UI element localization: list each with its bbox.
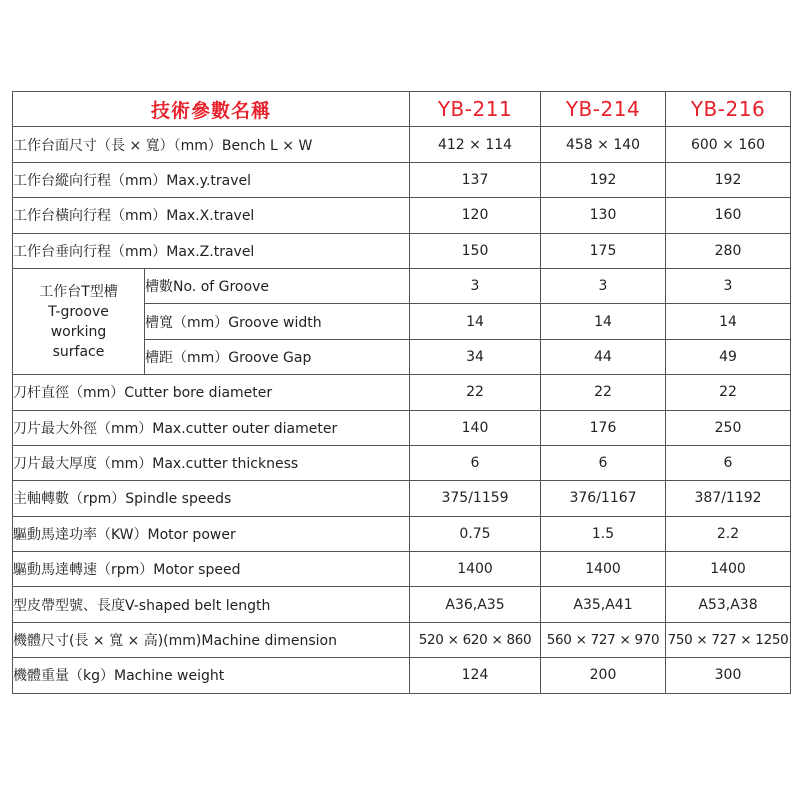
table-row (13, 410, 791, 445)
value-cell: 130 (541, 198, 666, 233)
model-yb211-header: YB-211 (410, 92, 541, 127)
row-label: 機體尺寸(長 × 寬 × 高)(mm)Machine dimension (13, 622, 410, 657)
row-label: 槽寬（mm）Groove width (145, 304, 410, 339)
table-row (13, 516, 791, 551)
value-cell: A36,A35 (410, 587, 541, 622)
table-row (13, 445, 791, 480)
value-cell: 412 × 114 (410, 127, 541, 162)
value-cell: 1400 (541, 552, 666, 587)
value-cell: 3 (410, 268, 541, 303)
model-yb214-header: YB-214 (541, 92, 666, 127)
table-row (13, 622, 791, 657)
model-yb216-header: YB-216 (666, 92, 791, 127)
tgroove-label-line: working (50, 323, 107, 340)
value-cell: 176 (541, 410, 666, 445)
value-cell: 750 × 727 × 1250 (666, 622, 791, 657)
tgroove-label-line: T-groove (48, 303, 109, 320)
value-cell: 2.2 (666, 516, 791, 551)
row-label: 驅動馬達功率（KW）Motor power (13, 516, 410, 551)
value-cell: 140 (410, 410, 541, 445)
tgroove-label-line: 工作台T型槽 (39, 283, 118, 300)
value-cell: 192 (666, 162, 791, 197)
value-cell: 44 (541, 339, 666, 374)
table-row (13, 481, 791, 516)
value-cell: 1.5 (541, 516, 666, 551)
table-row (13, 587, 791, 622)
value-cell: 120 (410, 198, 541, 233)
value-cell: 280 (666, 233, 791, 268)
row-label: 主軸轉數（rpm）Spindle speeds (13, 481, 410, 516)
row-label: 刀片最大外徑（mm）Max.cutter outer diameter (13, 410, 410, 445)
header-row (13, 92, 791, 127)
tgroove-group-label (13, 268, 145, 374)
value-cell: 22 (410, 375, 541, 410)
spec-name-header: 技術參數名稱 (13, 92, 410, 127)
value-cell: 22 (541, 375, 666, 410)
value-cell: 137 (410, 162, 541, 197)
value-cell: 34 (410, 339, 541, 374)
row-label: 刀杆直徑（mm）Cutter bore diameter (13, 375, 410, 410)
table-row (13, 552, 791, 587)
table-row (13, 127, 791, 162)
value-cell: 458 × 140 (541, 127, 666, 162)
value-cell: 600 × 160 (666, 127, 791, 162)
value-cell: 375/1159 (410, 481, 541, 516)
table-row (13, 162, 791, 197)
value-cell: 300 (666, 658, 791, 693)
value-cell: 14 (666, 304, 791, 339)
value-cell: 175 (541, 233, 666, 268)
value-cell: 49 (666, 339, 791, 374)
value-cell: 1400 (410, 552, 541, 587)
row-label: 刀片最大厚度（mm）Max.cutter thickness (13, 445, 410, 480)
table-row (13, 375, 791, 410)
row-label: 工作台面尺寸（長 × 寬）（mm）Bench L × W (13, 127, 410, 162)
value-cell: 560 × 727 × 970 (541, 622, 666, 657)
row-label: 工作台橫向行程（mm）Max.X.travel (13, 198, 410, 233)
table-row (13, 658, 791, 693)
value-cell: 150 (410, 233, 541, 268)
row-label: 工作台垂向行程（mm）Max.Z.travel (13, 233, 410, 268)
row-label: 槽數No. of Groove (145, 268, 410, 303)
row-label: 型皮帶型號、長度V-shaped belt length (13, 587, 410, 622)
value-cell: 22 (666, 375, 791, 410)
table-row (13, 268, 791, 303)
value-cell: 6 (410, 445, 541, 480)
row-label: 工作台縱向行程（mm）Max.y.travel (13, 162, 410, 197)
spec-table (12, 91, 791, 694)
value-cell: 6 (541, 445, 666, 480)
value-cell: 3 (666, 268, 791, 303)
value-cell: 14 (541, 304, 666, 339)
value-cell: 376/1167 (541, 481, 666, 516)
value-cell: 250 (666, 410, 791, 445)
value-cell: 192 (541, 162, 666, 197)
value-cell: A53,A38 (666, 587, 791, 622)
value-cell: 1400 (666, 552, 791, 587)
value-cell: 520 × 620 × 860 (410, 622, 541, 657)
row-label: 槽距（mm）Groove Gap (145, 339, 410, 374)
value-cell: 387/1192 (666, 481, 791, 516)
tgroove-label-line: surface (52, 343, 105, 360)
value-cell: 124 (410, 658, 541, 693)
table-row (13, 198, 791, 233)
value-cell: 200 (541, 658, 666, 693)
table-row (13, 233, 791, 268)
value-cell: 14 (410, 304, 541, 339)
value-cell: 6 (666, 445, 791, 480)
row-label: 驅動馬達轉速（rpm）Motor speed (13, 552, 410, 587)
value-cell: 3 (541, 268, 666, 303)
value-cell: 0.75 (410, 516, 541, 551)
value-cell: A35,A41 (541, 587, 666, 622)
row-label: 機體重量（kg）Machine weight (13, 658, 410, 693)
value-cell: 160 (666, 198, 791, 233)
